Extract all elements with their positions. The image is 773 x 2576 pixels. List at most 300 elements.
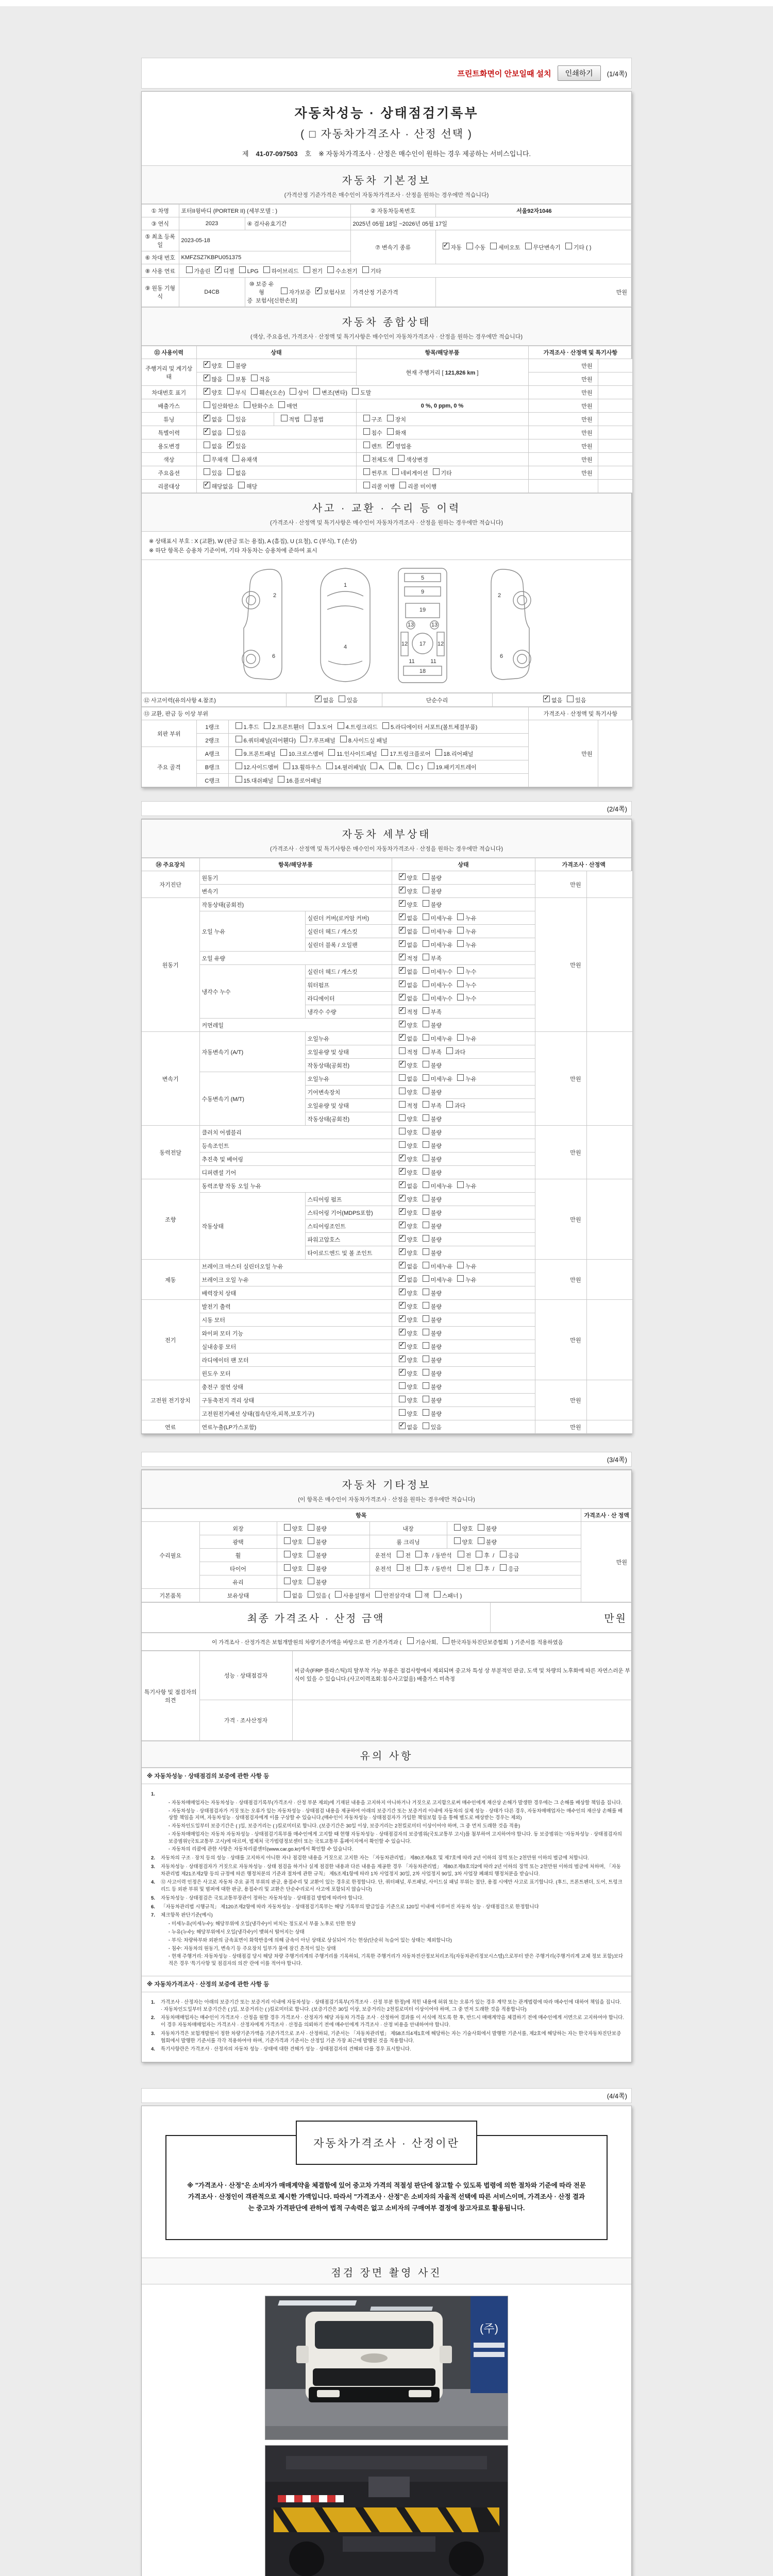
checkbox-무채색[interactable] [204,455,210,462]
checkbox-불량[interactable] [308,1524,314,1531]
checkbox-없음[interactable] [227,468,234,475]
checkbox-양호[interactable] [399,1208,406,1215]
checkbox-없음[interactable] [399,1181,406,1188]
checkbox-미세누수[interactable] [423,994,429,1001]
checkbox-양호[interactable] [399,1222,406,1228]
vin-mark-price: 만원 [528,386,598,399]
checkbox-양호[interactable] [284,1524,291,1531]
option-label: 양호 [407,1304,418,1310]
checkbox-한국자동차진단보증협회[interactable] [443,1637,449,1644]
mileage-blank2 [598,372,632,386]
checkbox-있음[interactable] [204,468,210,475]
checkbox-없음[interactable] [284,1591,291,1598]
checkbox-전[interactable] [458,1564,464,1571]
checkbox-없음[interactable] [204,442,210,448]
checkbox-C )[interactable] [407,762,414,769]
checkbox-7.루프패널[interactable] [300,736,307,742]
checkbox-13.휠하우스[interactable] [283,762,290,769]
checkbox-불량[interactable] [423,1342,429,1349]
checkbox-양호[interactable] [454,1524,461,1531]
checkbox-침수[interactable] [363,428,370,435]
checkbox-10.크로스멤버[interactable] [280,749,287,756]
wheel-options [277,1549,369,1562]
checkbox-전[interactable] [397,1551,404,1557]
diagram-zone-number: 11 [409,658,415,665]
checkbox-수동[interactable] [466,243,473,249]
checkbox-없음[interactable] [399,1422,406,1429]
check-item: 충전구 절연 상태 [199,1380,392,1394]
state-options [392,1206,535,1219]
checkbox-썬루프[interactable] [363,468,370,475]
checkbox-양호[interactable] [399,1141,406,1148]
checkbox-양호[interactable] [454,1537,461,1544]
checkbox-누유[interactable] [457,1181,464,1188]
checkbox-해당[interactable] [238,482,245,488]
option-label: 양호 [462,1539,473,1546]
checkbox-기타[interactable] [433,468,440,475]
checkbox-없음[interactable] [399,927,406,934]
checkbox-없음[interactable] [399,1074,406,1081]
checkbox-양호[interactable] [284,1578,291,1584]
overall-head-price: 가격조사 · 산정액 및 특기사항 [528,346,632,359]
checkbox-양호[interactable] [399,887,406,893]
checkbox-8.사이드실 패널[interactable] [340,736,347,742]
check-item: 기어변속장치 [305,1086,392,1099]
tire-seat-options [369,1562,581,1575]
checkbox-양호[interactable] [399,900,406,907]
checkbox-미세누유[interactable] [423,1181,429,1188]
checkbox-누유[interactable] [457,940,464,947]
state-options [392,1019,535,1032]
checkbox-있음[interactable] [567,696,574,702]
option-label: 해당없음 [211,484,234,490]
checkbox-없음[interactable] [399,1262,406,1268]
option-label: 후 [424,1553,429,1559]
checkbox-양호[interactable] [399,1235,406,1242]
checkbox-없음[interactable] [399,940,406,947]
checkbox-스패너 )[interactable] [434,1591,441,1598]
option-label: 없음 [407,996,418,1002]
device-group-변속기: 변속기 [142,1032,199,1126]
checkbox-양호[interactable] [204,388,210,395]
checkbox-불량[interactable] [423,1248,429,1255]
checkbox-잭[interactable] [415,1591,422,1598]
checkbox-미세누유[interactable] [423,1262,429,1268]
checkbox-디젤[interactable] [215,266,222,273]
diagram-zone-number: 18 [419,668,426,674]
checkbox-누유[interactable] [457,927,464,934]
group-price: 만원 [535,1032,586,1126]
checkbox-양호[interactable] [399,1329,406,1335]
checkbox-불량[interactable] [423,1409,429,1416]
page3-paper [141,1469,632,2062]
caution-item-number: 6. [151,1904,155,1910]
checkbox-불량[interactable] [423,1128,429,1134]
option-label: 적정 [407,956,418,962]
checkbox-사용설명서[interactable] [335,1591,342,1598]
check-item: 클러치 어셈블리 [199,1126,392,1139]
checkbox-구조[interactable] [363,415,370,421]
check-item: 원동기 [199,871,392,885]
sub-item: 작동상태 [199,1193,305,1260]
checkbox-누수[interactable] [457,994,464,1001]
checkbox-있음[interactable] [227,428,234,435]
checkbox-누유[interactable] [457,1275,464,1282]
checkbox-전기[interactable] [304,266,310,273]
checkbox-후[interactable] [476,1564,482,1571]
checkbox-누유[interactable] [457,1074,464,1081]
checkbox-수소전기[interactable] [327,266,334,273]
checkbox-불량[interactable] [423,1222,429,1228]
state-options [392,965,535,978]
checkbox-화재[interactable] [387,428,394,435]
checkbox-가솔린[interactable] [186,266,193,273]
checkbox-후[interactable] [476,1551,482,1557]
checkbox-15.대쉬패널[interactable] [236,776,242,783]
checkbox-불량[interactable] [423,1382,429,1389]
checkbox-없음[interactable] [399,967,406,974]
check-item: 실린더 블록 / 오일팬 [305,938,392,952]
checkbox-11.인사이드패널[interactable] [328,749,335,756]
checkbox-A,[interactable] [371,762,377,769]
checkbox-전체도색[interactable] [363,455,370,462]
option-label: 없음 [407,1076,418,1082]
option-text: 운전석 [375,1566,392,1572]
checkbox-기타[interactable] [362,266,369,273]
checkbox-불량[interactable] [423,887,429,893]
checkbox-9.프론트패널[interactable] [236,749,242,756]
checkbox-17.트렁크플로어[interactable] [381,749,388,756]
checkbox-양호[interactable] [399,1409,406,1416]
photos-header [142,2258,631,2284]
checkbox-불량[interactable] [478,1537,484,1544]
checkbox-해당없음[interactable] [204,482,210,488]
checkbox-불량[interactable] [308,1537,314,1544]
state-options [392,1353,535,1367]
checkbox-적정[interactable] [399,954,406,960]
checkbox-기술사회,[interactable] [407,1637,414,1644]
checkbox-양호[interactable] [399,1355,406,1362]
option-label: 양호 [407,1130,418,1136]
option-label: 불량 [315,1526,327,1532]
checkbox-양호[interactable] [399,1061,406,1067]
checkbox-없음[interactable] [399,980,406,987]
checkbox-있음[interactable] [227,442,234,448]
checkbox-불량[interactable] [227,361,234,368]
group-blank [586,1179,632,1260]
mileage-state-options [196,359,356,372]
state-options [392,1193,535,1206]
checkbox-양호[interactable] [284,1564,291,1571]
checkbox-양호[interactable] [399,1289,406,1295]
checkbox-과다[interactable] [446,1047,453,1054]
exterior-options [277,1522,369,1535]
checkbox-없음[interactable] [399,994,406,1001]
diagram-zone-number: 19 [419,607,426,613]
checkbox-무단변속기[interactable] [525,243,532,249]
option-label: 불량 [430,1170,442,1176]
option-label: 없음 [407,1036,418,1042]
checkbox-불량[interactable] [423,1302,429,1309]
basic-info-subtitle: (가격산정 기준가격은 매수인이 자동차가격조사 · 산정을 원하는 경우에만 적습니다) [284,192,489,198]
option-label: 하이브리드 [271,268,299,275]
group-price: 만원 [535,1179,586,1260]
standard-note-table [142,1633,631,1651]
checkbox-불량[interactable] [478,1524,484,1531]
checkbox-도말[interactable] [352,388,359,395]
option-label: 많음 [211,377,223,383]
details-subtitle: (가격조사 · 산정액 및 특기사항은 매수인이 자동차가격조사 · 산정을 원하는 경우에만 적습니다) [270,846,503,852]
parts-price-head: 가격조사 · 산정액 및 특기사항 [528,707,632,720]
option-label: 적법 [289,417,300,423]
checkbox-자가보증[interactable] [281,287,288,294]
diagram-zone-number: 13 [407,622,414,628]
checkbox-없음[interactable] [399,1275,406,1282]
checkbox-LPG[interactable] [239,266,246,273]
checkbox-양호[interactable] [399,1342,406,1349]
checkbox-일산화탄소[interactable] [204,401,210,408]
checkbox-없음[interactable] [315,696,322,702]
checkbox-양호[interactable] [399,1248,406,1255]
option-label: 19.패키지트레이 [435,765,477,771]
checkbox-없음[interactable] [399,913,406,920]
main-option-label: 주요옵션 [142,466,196,480]
checkbox-응급[interactable] [500,1564,507,1571]
checkbox-양호[interactable] [399,1021,406,1027]
diagram-zone-number: 6 [272,653,276,659]
checkbox-2.프론트휀더[interactable] [264,722,271,729]
checkbox-후[interactable] [415,1551,422,1557]
final-price-unit: 만원 [491,1603,632,1633]
checkbox-18.리어패널[interactable] [435,749,442,756]
state-options [392,1086,535,1099]
checkbox-영업용[interactable] [387,442,394,448]
glass-label: 유리 [199,1575,277,1589]
checkbox-양호[interactable] [399,1195,406,1201]
checkbox-장치[interactable] [387,415,394,421]
checkbox-없음[interactable] [543,696,550,702]
checkbox-네비게이션[interactable] [392,468,399,475]
caution-item [151,1879,624,1893]
checkbox-양호[interactable] [399,873,406,880]
checkbox-미세누유[interactable] [423,913,429,920]
checkbox-미세누유[interactable] [423,927,429,934]
checkbox-렌트[interactable] [363,442,370,448]
checkbox-매연[interactable] [278,401,285,408]
checkbox-불량[interactable] [423,873,429,880]
checkbox-3.도어[interactable] [309,722,315,729]
possession-options [277,1589,581,1602]
caution-item-text: 자동차매매업자는 매수인이 가격조사 · 산정을 원할 경우 가격조사 · 산정자가 해당 자동차 가격을 조사 · 산정하여 결과를 이 서식에 적도록 한 후, 반드시 매매계약을 체결하기 전에 매수인에게 서면으로 고지하여야 합니다. 이 경우 자동차매매업자는 가격조사 · 산정자에게 가격조사 · 산정을 의뢰하기 전에 매수인에게 가격조사 · 산정 비용을 안내하여야 합니다. [161,2015,624,2028]
checkbox-12.사이드멤버[interactable] [236,762,242,769]
checkbox-있음[interactable] [227,415,234,421]
checkbox-응급[interactable] [500,1551,507,1557]
checkbox-양호[interactable] [204,361,210,368]
checkbox-후[interactable] [415,1564,422,1571]
checkbox-있음[interactable] [339,696,345,702]
checkbox-과다[interactable] [446,1101,453,1108]
checkbox-불량[interactable] [423,1208,429,1215]
checkbox-양호[interactable] [399,1114,406,1121]
rank1-options [228,720,528,734]
checkbox-14.필러패널([interactable] [326,762,333,769]
emission-label: 배출가스 [142,399,196,413]
checkbox-미세누유[interactable] [423,1074,429,1081]
checkbox-양호[interactable] [399,1155,406,1161]
checkbox-세미오토[interactable] [490,243,497,249]
checkbox-보험사보증[interactable] [315,287,322,294]
checkbox-양호[interactable] [399,1396,406,1402]
checkbox-하이브리드[interactable] [263,266,270,273]
checkbox-전[interactable] [458,1551,464,1557]
checkbox-불법[interactable] [305,415,311,421]
checkbox-있음 ([interactable] [308,1591,314,1598]
checkbox-상이[interactable] [290,388,296,395]
caution-item-number: 3. [151,1863,155,1870]
checkbox-불량[interactable] [423,1114,429,1121]
checkbox-불량[interactable] [423,1155,429,1161]
checkbox-기타 ( )[interactable] [565,243,572,249]
checkbox-양호[interactable] [399,1302,406,1309]
checkbox-불량[interactable] [423,1369,429,1376]
checkbox-양호[interactable] [399,1088,406,1094]
checkbox-양호[interactable] [399,1315,406,1322]
checkbox-불량[interactable] [423,1315,429,1322]
option-label: 장치 [395,417,407,423]
option-label: 불량 [430,1197,442,1203]
checkbox-양호[interactable] [284,1537,291,1544]
option-label: 불량 [315,1553,327,1559]
option-label: 불량 [430,1116,442,1123]
option-label: 누유 [465,942,477,948]
checkbox-미세누수[interactable] [423,967,429,974]
checkbox-변조(변타)[interactable] [313,388,320,395]
checkbox-불량[interactable] [423,1061,429,1067]
checkbox-불량[interactable] [423,1289,429,1295]
option-label: 화재 [395,430,407,436]
fuel-label: ⑧ 사용 연료 [142,264,179,278]
checkbox-5.라디에이터 서포트(볼트체결부품)[interactable] [382,722,389,729]
checkbox-적정[interactable] [399,1101,406,1108]
checkbox-불량[interactable] [423,1141,429,1148]
checkbox-있음[interactable] [423,1422,429,1429]
checkbox-불량[interactable] [423,1021,429,1027]
checkbox-19.패키지트레이[interactable] [428,762,434,769]
reg-no-label: ② 자동차등록번호 [350,205,435,217]
checkbox-4.트렁크리드[interactable] [338,722,344,729]
page1-label: (1/4쪽) [607,70,627,78]
checkbox-불량[interactable] [423,1396,429,1402]
caution-bullet: · 미세누유(미세누수): 해당부위에 오일(냉각수)이 비치는 정도로서 부품 노후로 인한 현상 [169,1921,624,1928]
checkbox-적음[interactable] [251,375,258,381]
checkbox-탄화수소[interactable] [244,401,250,408]
recall-label: 리콜대상 [142,480,196,493]
checkbox-누수[interactable] [457,980,464,987]
option-label: 불량 [430,1371,442,1377]
checkbox-불량[interactable] [423,1329,429,1335]
checkbox-불량[interactable] [423,1088,429,1094]
check-item: 변속기 [199,885,392,898]
checkbox-많음[interactable] [204,375,210,381]
checkbox-없음[interactable] [204,428,210,435]
checkbox-적정[interactable] [399,1007,406,1014]
checkbox-없음[interactable] [399,1034,406,1041]
checkbox-부족[interactable] [423,1007,429,1014]
print-button[interactable]: 인쇄하기 [558,65,601,81]
checkbox-훼손(오손)[interactable] [251,388,258,395]
checkbox-안전삼각대[interactable] [375,1591,382,1598]
option-label: 안전삼각대 [383,1593,411,1599]
checkbox-양호[interactable] [399,1128,406,1134]
checkbox-색상변경[interactable] [398,455,405,462]
checkbox-6.쿼터패널(리어휀다)[interactable] [236,736,242,742]
checkbox-적법[interactable] [281,415,288,421]
checkbox-양호[interactable] [284,1551,291,1557]
checkbox-미세누유[interactable] [423,1034,429,1041]
checkbox-불량[interactable] [423,1168,429,1175]
checkbox-미세누유[interactable] [423,940,429,947]
etc-title: 자동차 기타정보 [342,1480,431,1491]
polish-options [277,1535,369,1549]
etc-subtitle: (이 항목은 매수인이 자동차가격조사 · 산정을 원하는 경우에만 적습니다) [298,1497,475,1503]
checkbox-불량[interactable] [423,1195,429,1201]
checkbox-부족[interactable] [423,954,429,960]
checkbox-불량[interactable] [423,1355,429,1362]
recall-options2 [356,480,528,493]
checkbox-전[interactable] [397,1564,404,1571]
checkbox-누수[interactable] [457,967,464,974]
option-label: 부족 [430,1049,442,1056]
checkbox-1.후드[interactable] [236,722,242,729]
option-label: 10.크로스멤버 [288,751,324,757]
checkbox-양호[interactable] [399,1369,406,1376]
checkbox-양호[interactable] [399,1382,406,1389]
checkbox-불량[interactable] [423,900,429,907]
option-label: 12.사이드멤버 [243,765,279,771]
checkbox-누유[interactable] [457,1262,464,1268]
option-label: 15.대쉬패널 [243,778,274,784]
checkbox-자동[interactable] [443,243,449,249]
checkbox-보통[interactable] [227,375,234,381]
checkbox-누유[interactable] [457,913,464,920]
option-label: 미세누유 [430,916,453,922]
checkbox-부족[interactable] [423,1047,429,1054]
option-label: 양호 [407,1411,418,1417]
checkbox-16.플로어패널[interactable] [278,776,284,783]
check-item: 라디에이터 팬 모터 [199,1353,392,1367]
checkbox-부족[interactable] [423,1101,429,1108]
option-label: 없음 [551,698,563,704]
checkbox-미세누유[interactable] [423,1275,429,1282]
checkbox-미세누수[interactable] [423,980,429,987]
sub-item: 자동변속기 (A/T) [199,1032,305,1072]
checkbox-부식[interactable] [227,388,234,395]
checkbox-불량[interactable] [308,1578,314,1584]
checkbox-B,[interactable] [389,762,396,769]
checkbox-불량[interactable] [308,1564,314,1571]
checkbox-없음[interactable] [204,415,210,421]
checkbox-적정[interactable] [399,1047,406,1054]
checkbox-누유[interactable] [457,1034,464,1041]
option-label: 후 [484,1566,490,1572]
checkbox-불량[interactable] [423,1235,429,1242]
checkbox-리콜 미이행[interactable] [399,482,406,488]
option-label: 도말 [360,390,372,396]
checkbox-양호[interactable] [399,1168,406,1175]
checkbox-불량[interactable] [308,1551,314,1557]
checkbox-리콜 이행[interactable] [363,482,370,488]
checkbox-유채색[interactable] [232,455,239,462]
